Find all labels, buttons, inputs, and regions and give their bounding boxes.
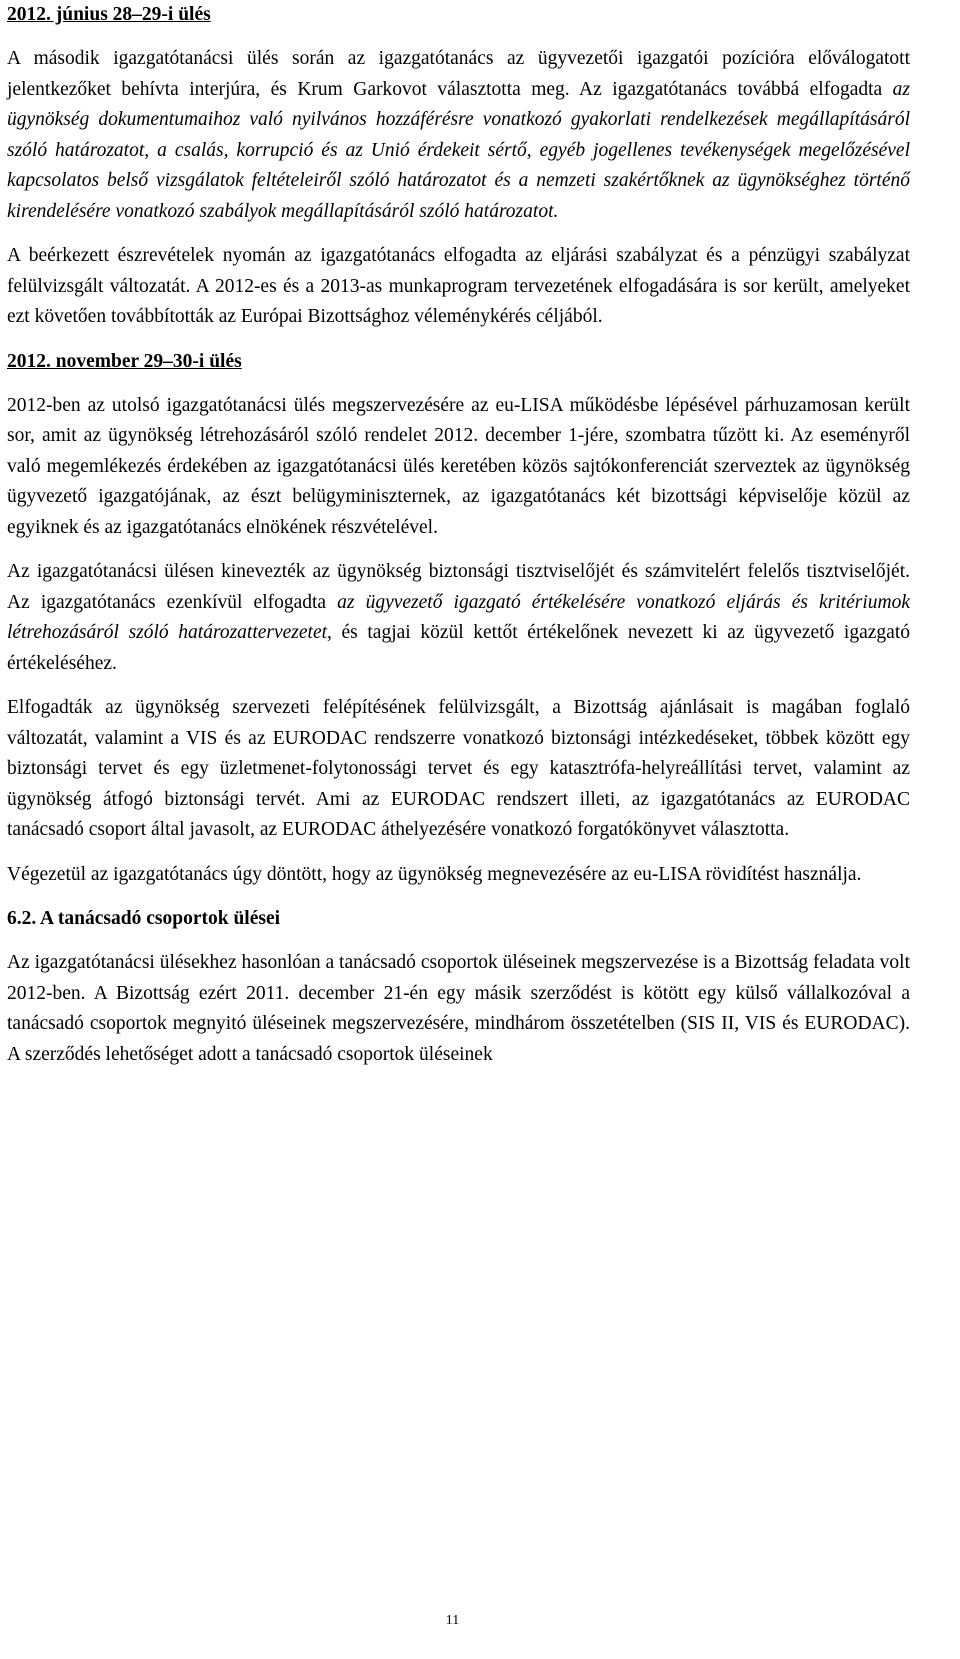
section-heading-june-meeting: 2012. június 28–29-i ülés [7, 4, 211, 25]
section-heading-advisory-groups: 6.2. A tanácsadó csoportok ülései [7, 908, 281, 929]
paragraph-november-2 [7, 557, 910, 679]
paragraph-june-1-italic: az ügynökség dokumentumaihoz való nyilvános hozzáférésre vonatkozó gyakorlati rendelkezések megállapításáról szóló határozatot, a csalás, korrupció és az Unió érdekeit sértő, egyéb jogellenes tevékenységek megelőzésével kapcsolatos belső vizsgálatok feltételeiről szóló határozatot és a nemzeti szakértőknek az ügynökséghez történő kirendelésére vonatkozó szabályok megállapításáról szóló határozatot. [7, 78, 910, 222]
paragraph-november-2-text-c: , és tagjai közül kettőt értékelőnek nevezett ki az ügyvezető igazgató értékeléséhez. [7, 622, 910, 674]
paragraph-november-2-text-a: Az igazgatótanácsi ülésen kinevezték az ügynökség biztonsági tisztviselőjét és számvitelért felelős tisztviselőjét. Az igazgatótanács ezenkívül elfogadta [7, 561, 910, 613]
paragraph-november-2-italic: az ügyvezető igazgató értékelésére vonatkozó eljárás és kritériumok létrehozásáról szóló határozattervezetet [7, 591, 910, 643]
section-heading-november-meeting: 2012. november 29–30-i ülés [7, 350, 242, 372]
paragraph-november-1: 2012-ben az utolsó igazgatótanácsi ülés megszervezésére az eu-LISA működésbe lépésével párhuzamosan került sor, amit az ügynökség létrehozásáról szóló rendelet 2012. december 1-jére, szombatra tűzött ki. Az eseményről való megemlékezés érdekében az igazgatótanácsi ülés keretében közös sajtókonferenciát szerveztek az ügynökség ügyvezető igazgatójának, az észt belügyminiszternek, az igazgatótanács két bizottsági képviselője közül az egyiknek és az igazgatótanács elnökének részvételével. [7, 394, 910, 538]
paragraph-advisory-1: Az igazgatótanácsi ülésekhez hasonlóan a tanácsadó csoportok üléseinek megszervezése is a Bizottság feladata volt 2012-ben. A Bizottság ezért 2011. december 21-én egy másik szerződést is kötött egy külső vállalkozóval a tanácsadó csoportok megnyitó üléseinek megszervezésére, mindhárom összetételben (SIS II, VIS és EURODAC). A szerződés lehetőséget adott a tanácsadó csoportok üléseinek [7, 952, 910, 1065]
paragraph-june-1 [7, 44, 910, 227]
paragraph-november-4: Végezetül az igazgatótanács úgy döntött, hogy az ügynökség megnevezésére az eu-LISA rövidítést használja. [7, 863, 862, 885]
paragraph-november-3: Elfogadták az ügynökség szervezeti felépítésének felülvizsgált, a Bizottság ajánlásait is magában foglaló változatát, valamint a VIS és az EURODAC rendszerre vonatkozó biztonsági intézkedéseket, többek között egy biztonsági tervet és egy üzletmenet-folytonossági tervet és egy katasztrófa-helyreállítási tervet, valamint az ügynökség átfogó biztonsági tervét. Ami az EURODAC rendszert illeti, az igazgatótanács az EURODAC tanácsadó csoport által javasolt, az EURODAC áthelyezésére vonatkozó forgatókönyvet választotta. [7, 697, 910, 840]
paragraph-june-1-text: A második igazgatótanácsi ülés során az igazgatótanács az ügyvezetői igazgatói pozícióra előválogatott jelentkezőket behívta interjúra, és Krum Garkovot választotta meg. Az igazgatótanács továbbá elfogadta [7, 48, 910, 100]
page-number: 11 [445, 1613, 460, 1628]
paragraph-june-2: A beérkezett észrevételek nyomán az igazgatótanács elfogadta az eljárási szabályzat és a pénzügyi szabályzat felülvizsgált változatát. A 2012-es és a 2013-as munkaprogram tervezetének elfogadására is sor került, amelyeket ezt követően továbbították az Európai Bizottsághoz véleménykérés céljából. [7, 245, 910, 327]
document-body [7, 0, 910, 1070]
